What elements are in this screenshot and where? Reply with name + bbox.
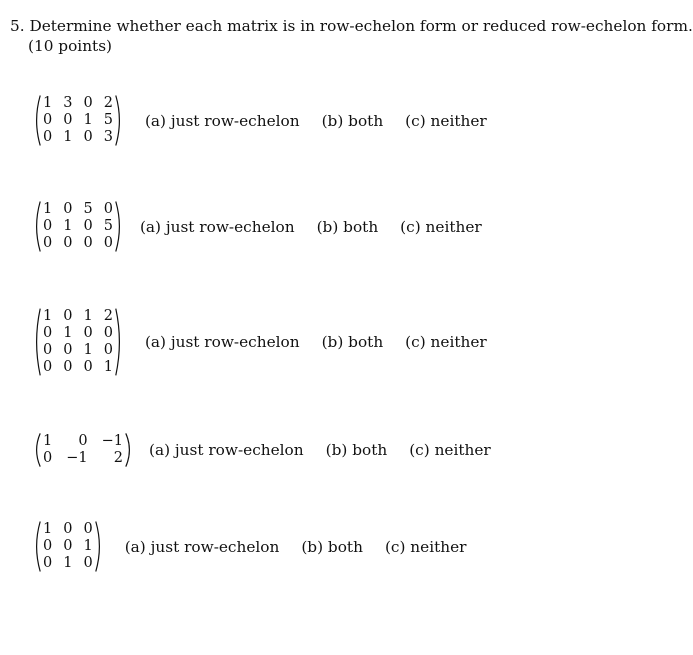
matrix-cell: 0 bbox=[63, 201, 73, 217]
matrix-cell: 0 bbox=[83, 218, 93, 234]
choice-b[interactable]: (b) both bbox=[321, 333, 384, 351]
matrix-cell: 0 bbox=[43, 342, 53, 358]
left-paren-icon bbox=[33, 95, 42, 146]
matrix-3 bbox=[33, 308, 123, 376]
matrix-cell: 1 bbox=[43, 308, 53, 324]
right-paren-icon bbox=[114, 95, 123, 146]
choice-b[interactable]: (b) both bbox=[325, 441, 388, 459]
matrix-cell: 0 bbox=[43, 325, 53, 341]
matrix-cell: 1 bbox=[83, 112, 93, 128]
matrix-cell: 0 bbox=[43, 450, 53, 466]
left-paren-icon bbox=[33, 201, 42, 252]
question-title: 5. Determine whether each matrix is in row-echelon form or reduced row-echelon form. bbox=[10, 17, 693, 35]
right-paren-icon bbox=[94, 521, 103, 572]
matrix-cell: 0 bbox=[63, 235, 73, 251]
choice-c[interactable]: (c) neither bbox=[384, 537, 467, 556]
answer-choices-4 bbox=[149, 441, 513, 459]
matrix-cell: 1 bbox=[43, 433, 53, 449]
matrix-cell: 0 bbox=[43, 112, 53, 128]
matrix-cell: 3 bbox=[103, 129, 113, 145]
matrix-cell: 1 bbox=[83, 538, 93, 554]
matrix-cell: 1 bbox=[43, 201, 53, 217]
matrix-cell: 1 bbox=[63, 325, 73, 341]
matrix-cell: 0 bbox=[63, 521, 73, 537]
matrix-cell: 0 bbox=[63, 359, 73, 375]
matrix-cell: 0 bbox=[103, 235, 113, 251]
matrix-cell: 0 bbox=[63, 112, 73, 128]
left-paren-icon bbox=[33, 433, 42, 467]
matrix-cell: −1 bbox=[101, 433, 123, 449]
matrix-cell: 0 bbox=[103, 201, 113, 217]
choice-c[interactable]: (c) neither bbox=[409, 441, 491, 459]
matrix-cell: 0 bbox=[83, 129, 93, 145]
choice-b[interactable]: (b) both bbox=[321, 111, 384, 130]
problem-3 bbox=[33, 308, 509, 376]
left-paren-icon bbox=[33, 521, 42, 572]
matrix-cell: 5 bbox=[83, 201, 93, 217]
matrix-cell: 1 bbox=[83, 308, 93, 324]
choice-c[interactable]: (c) neither bbox=[405, 111, 487, 130]
choice-c[interactable]: (c) neither bbox=[400, 217, 482, 236]
choice-c[interactable]: (c) neither bbox=[405, 333, 487, 351]
matrix-4 bbox=[33, 433, 133, 467]
matrix-cell: 0 bbox=[83, 95, 93, 111]
choice-a[interactable]: (a) just row-echelon bbox=[144, 333, 300, 351]
matrix-cell: 0 bbox=[103, 325, 113, 341]
matrix-cell: 0 bbox=[43, 538, 53, 554]
answer-choices-2 bbox=[140, 218, 504, 236]
problem-1 bbox=[33, 95, 509, 146]
matrix-cell: 1 bbox=[63, 218, 73, 234]
matrix-cell: 5 bbox=[103, 218, 113, 234]
answer-choices-5 bbox=[125, 538, 489, 556]
matrix-cell: 1 bbox=[83, 342, 93, 358]
matrix-cell: 2 bbox=[113, 450, 123, 466]
matrix-cell: 0 bbox=[43, 359, 53, 375]
matrix-cell: 1 bbox=[63, 555, 73, 571]
choice-a[interactable]: (a) just row-echelon bbox=[144, 111, 300, 130]
right-paren-icon bbox=[124, 433, 133, 467]
matrix-cell: 0 bbox=[83, 235, 93, 251]
matrix-cell: 0 bbox=[63, 342, 73, 358]
right-paren-icon bbox=[114, 308, 123, 376]
matrix-cell: 0 bbox=[43, 129, 53, 145]
matrix-1 bbox=[33, 95, 123, 146]
matrix-cell: 0 bbox=[83, 359, 93, 375]
matrix-5 bbox=[33, 521, 103, 572]
matrix-cell: 0 bbox=[83, 521, 93, 537]
matrix-cell: 5 bbox=[103, 112, 113, 128]
matrix-2 bbox=[33, 201, 123, 252]
matrix-cell: 2 bbox=[103, 95, 113, 111]
choice-a[interactable]: (a) just row-echelon bbox=[148, 441, 304, 459]
choice-b[interactable]: (b) both bbox=[316, 217, 379, 236]
matrix-cell: 2 bbox=[103, 308, 113, 324]
matrix-cell: −1 bbox=[66, 450, 88, 466]
matrix-cell: 1 bbox=[43, 95, 53, 111]
problem-5 bbox=[33, 521, 488, 572]
matrix-cell: 0 bbox=[103, 342, 113, 358]
matrix-cell: 0 bbox=[43, 555, 53, 571]
matrix-cell: 0 bbox=[83, 555, 93, 571]
right-paren-icon bbox=[114, 201, 123, 252]
choice-b[interactable]: (b) both bbox=[301, 537, 363, 556]
matrix-cell: 1 bbox=[43, 521, 53, 537]
matrix-cell: 0 bbox=[63, 308, 73, 324]
matrix-cell: 0 bbox=[43, 218, 53, 234]
matrix-cell: 0 bbox=[78, 433, 88, 449]
left-paren-icon bbox=[33, 308, 42, 376]
matrix-cell: 0 bbox=[63, 538, 73, 554]
matrix-cell: 3 bbox=[63, 95, 73, 111]
choice-a[interactable]: (a) just row-echelon bbox=[139, 217, 295, 236]
problem-4 bbox=[33, 433, 513, 467]
question-points: (10 points) bbox=[28, 37, 113, 55]
matrix-cell: 0 bbox=[83, 325, 93, 341]
answer-choices-3 bbox=[145, 333, 509, 351]
answer-choices-1 bbox=[145, 112, 509, 130]
matrix-cell: 0 bbox=[43, 235, 53, 251]
matrix-cell: 1 bbox=[103, 359, 113, 375]
matrix-cell: 1 bbox=[63, 129, 73, 145]
choice-a[interactable]: (a) just row-echelon bbox=[124, 537, 280, 556]
problem-2 bbox=[33, 201, 504, 252]
